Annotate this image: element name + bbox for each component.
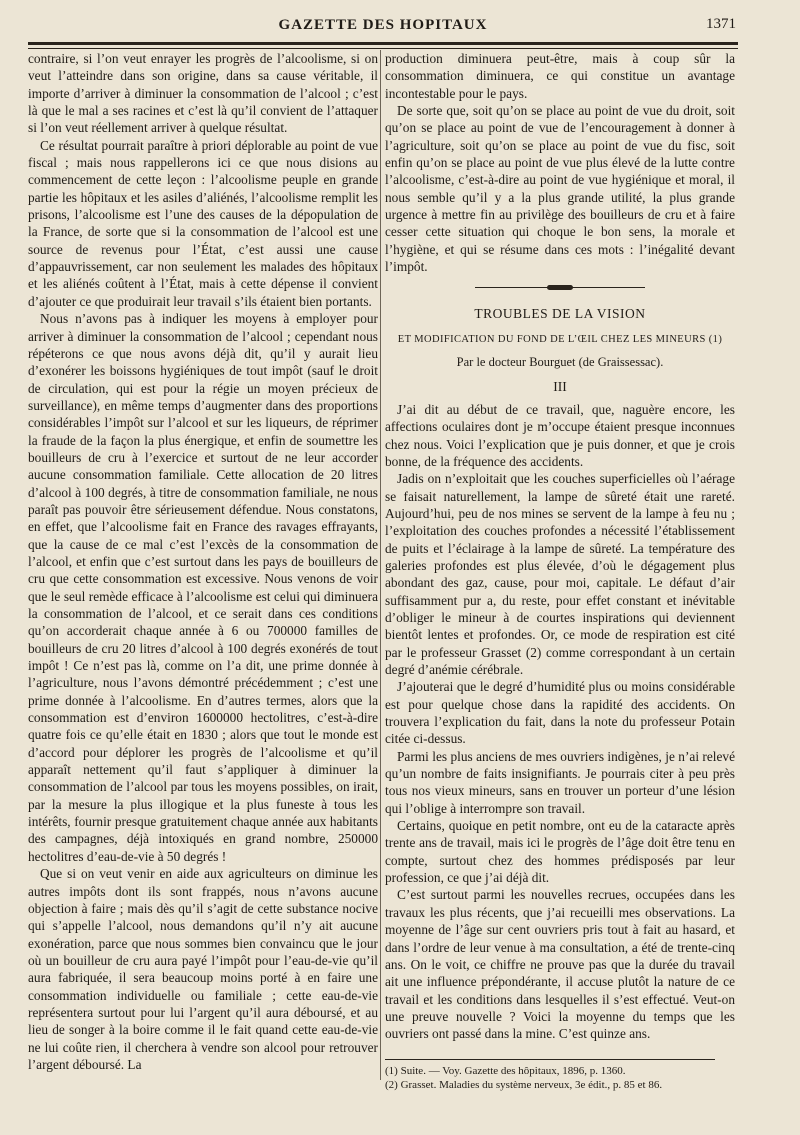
paragraph: De sorte que, soit qu’on se place au point de vue du droit, soit qu’on se place au point de vue de l’encouragement à donner à l’agriculture, soit qu’on se place au point de vue du fisc, soit enfin qu’on se place au point de vue plus élevé de la lutte contre l’alcoolisme, c’est-à-dire au point de vue hygiénique et moral, il nous semble qu’il y a la plus grande utilité, la plus grande urgence à mettre fin au privilège des bouilleurs de cru et à faire cesser cette situation qui choque le bon sens, la morale et l’hygiène, et qui se résume dans ces mots : l’inégalité devant l’impôt. <box>385 103 735 275</box>
footnote: (2) Grasset. Maladies du système nerveux, 3e édit., p. 85 et 86. <box>385 1079 663 1092</box>
page-header <box>28 12 738 36</box>
paragraph: Parmi les plus anciens de mes ouvriers indigènes, je n’ai relevé qu’un nombre de faits insignifiants. Je pourrais citer à peu près tous nos vieux mineurs, sans en trouver un porteur d’une lésion qui l’oblige à interrompre son travail. <box>385 748 735 816</box>
paragraph: production diminuera peut-être, mais à coup sûr la consommation diminuera, ce qui constitue un avantage incontestable pour le pays. <box>385 51 735 101</box>
section-title: TROUBLES DE LA VISION <box>474 306 646 322</box>
header-rule <box>28 42 738 49</box>
column-divider <box>380 50 381 1080</box>
paragraph: J’ajouterai que le degré d’humidité plus ou moins considérable est pour quelque chose dans la rapidité des accidents. On trouvera l’explication du fait, dans la note du professeur Potain citée ci-dessus. <box>385 679 735 747</box>
paragraph: Certains, quoique en petit nombre, ont eu de la cataracte après trente ans de travail, mais ici le progrès de l’âge doit être tenu en compte, surtout chez des hommes prédisposés par leur profession, ce que j’ai déjà dit. <box>385 818 735 886</box>
left-column <box>28 50 378 1073</box>
paragraph: Que si on veut venir en aide aux agriculteurs on diminue les autres impôts dont ils sont frappés, nous n’avons aucune objection à faire ; mais dès qu’il s’agit de cette substance nocive qui s’appelle l’alcool, nous demandons qu’il n’y ait aucune exonération, parce que nous sommes bien convaincu que le jour où un bouilleur de cru aura payé l’impôt pour l’eau-de-vie qu’il aura fabriquée, il sera beaucoup moins porté à en faire une consommation individuelle ou familiale ; cette eau-de-vie représentera surtout pour lui l’argent qu’il aura déboursé, et au lieu de songer à la boire comme il le fait quand cette eau-de-vie ne lui coûte rien, il cherchera à vendre son alcool pour retrouver l’argent déboursé. La <box>28 866 378 1072</box>
paragraph: C’est surtout parmi les nouvelles recrues, occupées dans les travaux les plus récents, que j’ai recueilli mes observations. La moyenne de l’âge sur cent ouvriers pris tout à fait au hasard, et dans l’ordre de leur venue à ma consultation, a été de trente-cinq ans. On le voit, ce chiffre ne prouve pas que la durée du travail ait une influence prépondérante, il accuse plutôt la nature de ce travail et les conditions dans lesquelles il s’est effectué. Veut-on une preuve nouvelle ? Voici la moyenne du temps que les ouvriers ont passé dans la mine. C’est quinze ans. <box>385 887 735 1042</box>
part-number: III <box>553 378 567 394</box>
section-separator <box>475 285 645 291</box>
paragraph: contraire, si l’on veut enrayer les progrès de l’alcoolisme, si on veut l’atteindre dans son origine, dans sa cause véritable, il importe d’arriver à diminuer la consommation de l’alcool ; c’est là que le mal a ses racines et c’est là qu’il convient de l’attaquer si l’on veut réellement arriver à quelque résultat. <box>28 51 378 136</box>
page-number: 1371 <box>706 16 736 32</box>
paragraph: Ce résultat pourrait paraître à priori déplorable au point de vue fiscal ; mais nous rappellerons ici ce que nous disions au commencement de cette leçon : l’alcoolisme peuple en grande partie les hôpitaux et les asiles d’aliénés, l’alcoolisme remplit les prisons, l’alcoolisme est l’une des causes de la dépopulation de la France, de sorte que si la consommation de l’alcool est une source de revenus pour l’État, c’est aussi une cause d’appauvrissement, car non seulement les malades des hôpitaux et les aliénés coûtent à l’État, mais à cette dépense il convient d’ajouter ce que produirait leur travail s’ils étaient bien portants. <box>28 137 378 309</box>
paragraph: Nous n’avons pas à indiquer les moyens à employer pour arriver à diminuer la consommation de l’alcool ; cependant nous répéterons ce que nous avons déjà dit, qu’il y aurait lieu d’exonérer les boissons hygiéniques de tout impôt (sauf le droit de circulation, qui est pour la régie un moyen précieux de surveillance), en même temps d’augmenter dans des proportions considérables l’impôt sur l’alcool et sur les liqueurs, de réprimer la fraude de la façon la plus énergique, et enfin de soumettre les bouilleurs de cru à l’exercice et surtout de ne leur accorder aucune consommation familiale. Cette allocation de 20 litres d’alcool à 100 degrés, à titre de consommation familiale, ne nous paraît pas pouvoir être sérieusement défendue. Nous constatons, en effet, que l’alcoolisme fait en France des ravages effrayants, que la cause de ce mal c’est l’excès de la consommation de l’alcool, et enfin que c’est surtout dans les pays de bouilleurs de cru que cette consommation est excessive. Nous venons de voir que le seul remède efficace à l’alcoolisme est celui qui diminuera la consommation de l’alcool, et ce serait dans ces conditions qu’on accorderait chaque année à 6 ou 700000 familles de bouilleurs de cru 20 litres d’alcool à 100 degrés exonérés de tout impôt ! Ce n’est pas là, comme on l’a dit, une prime donnée à l’agriculture, nous l’avons démontré précédemment ; c’est une prime donnée à l’alcoolisme. En d’autres termes, alors que la consommation est d’environ 1600000 hectolitres, c’est-à-dire quatre fois ce qu’elle était en 1830 ; alors que tout le monde est d’accord pour déplorer les progrès de l’alcoolisme et qu’il apparaît nettement qu’il faut s’appliquer à diminuer la consommation de l’alcool par tous les moyens possibles, on irait, par la mesure la plus illogique et la plus funeste à tous les intérêts, fournir presque gratuitement chaque année aux habitants des campagnes, déjà intoxiqués en grand nombre, 250000 hectolitres d’eau-de-vie à 50 degrés ! <box>28 311 378 864</box>
paragraph: Jadis on n’exploitait que les couches superficielles où l’aérage se faisait naturellement, la lampe de sûreté était une rareté. Aujourd’hui, peu de nos mines se servent de la lampe à feu nu ; l’exploitation des couches profondes a nécessité l’établissement de puits et l’éclairage à la lampe de sûreté. La température des galeries profondes est plus élevée, d’où le dégagement plus abondant des gaz, cause, pour moi, capitale. Le défaut d’air suffisamment pur a, du reste, pour effet constant et inévitable d’obliger le mineur à de courtes inspirations qui deviennent bientôt lentes et profondes. Or, ce mode de respiration est cité par le professeur Grasset (2) comme correspondant à un certain degré d’anémie cérébrale. <box>385 471 735 677</box>
author-byline: Par le docteur Bourguet (de Graissessac). <box>456 355 664 370</box>
footnote-rule <box>385 1059 715 1060</box>
right-column <box>385 50 735 1093</box>
paragraph: J’ai dit au début de ce travail, que, naguère encore, les affections oculaires dont je m’occupe étaient presque inconnues chez nous. Voici l’explication que je puis donner, et que je crois bonne, de la fréquence des accidents. <box>385 401 735 469</box>
section-subtitle: ET MODIFICATION DU FOND DE L’ŒIL CHEZ LES MINEURS (1) <box>397 333 723 345</box>
journal-title: GAZETTE DES HOPITAUX <box>278 17 488 33</box>
footnote: (1) Suite. — Voy. Gazette des hôpitaux, 1896, p. 1360. <box>385 1064 626 1077</box>
